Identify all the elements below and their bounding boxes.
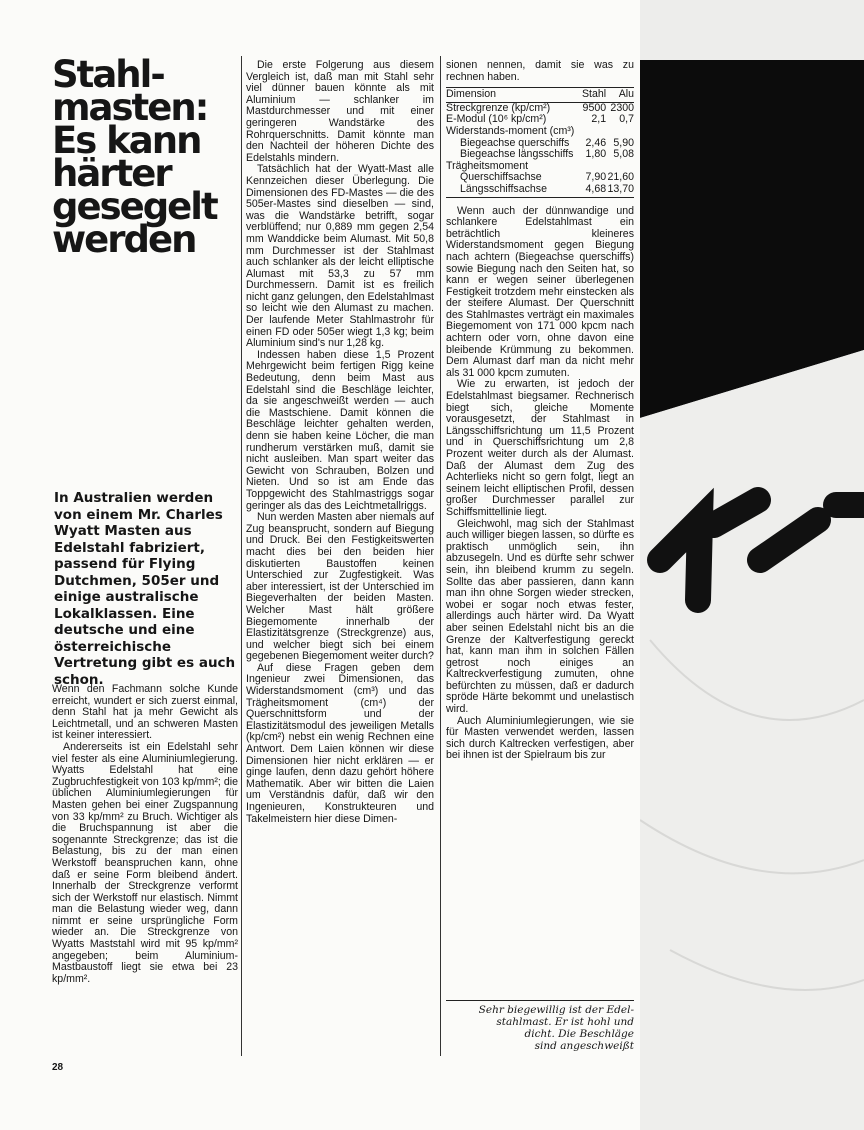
table-cell-stahl: [581, 126, 606, 138]
body-paragraph: Nun werden Masten aber niemals auf Zug beansprucht, sondern auf Biegung und Druck. Bei den Festigkeitswerten macht dies bei den beiden hier diskutierten Baustoffen keinen Unterschied zur Zugfestigkeit. Was aber interessiert, ist der Unterschied im Biegeverhalten der beiden Masten. Welcher Mast hält größere Biegemomente innerhalb der Elastizitätsgrenze (Streckgrenze) aus, und welcher biegt sich bei einem gegebenen Biegemoment weiter durch?: [246, 511, 434, 663]
table-cell-dimension: Längsschiffsachse: [446, 184, 581, 197]
photo-caption: [446, 1000, 634, 1052]
page-number: 28: [52, 1062, 64, 1073]
body-paragraph: Wie zu erwarten, ist jedoch der Edelstahlmast biegsamer. Rechnerisch biegt sich, gleiche Momente vorausgesetzt, der Stahlmast in Längsschiffsrichtung um 11,5 Prozent und in Querschiffsrichtung um 2,8 Prozent weiter durch als der Alumast. Daß der Alumast dem Zug des Achterlieks nicht so gern folgt, liegt an seinem leicht elliptischen Profil, dessen großer Durchmesser parallel zur Schiffsmittellinie liegt.: [446, 378, 634, 518]
body-paragraph: Die erste Folgerung aus diesem Vergleich ist, daß man mit Stahl sehr viel dünner bauen könnte als mit Aluminium — schlanker im Mastdurchmesser und mit einer geringeren Wandstärke des Rohrquerschnitts. Damit könnte man den Nachteil der höheren Dichte des Edelstahls mindern.: [246, 59, 434, 164]
table-cell-stahl: 7,90: [585, 171, 607, 184]
article-column-3: [446, 60, 634, 762]
body-paragraph: Wenn den Fachmann solche Kunde erreicht, wundert er sich zuerst einmal, denn Stahl hat ja mehr Gewicht als Leichtmetall, und an schweren Masten ist keiner interessiert.: [52, 683, 238, 742]
caption-line: sind angeschweißt: [534, 1040, 634, 1052]
table-cell-dimension: E-Modul (10⁶ kp/cm²): [446, 113, 547, 126]
body-paragraph: Indessen haben diese 1,5 Prozent Mehrgewicht beim fertigen Rigg keine Bedeutung, denn beim Mast aus Edelstahl sind die Beschläge leichter, da sie angeschweißt werden — auch die Mastschiene. Damit können die Beschläge leichter gehalten werden, denn sie haben keine Löcher, die man rundherum verstärken muß, damit sie nicht ausleiben. Man spart weiter das Gewicht von Schrauben, Bolzen und Nieten. Und so ist am Ende das Toppgewicht des Stahlmastriggs sogar geringer als das des Leichtmetallriggs.: [246, 348, 434, 512]
table-cell-alu: 13,70: [606, 184, 634, 197]
table-body: [446, 102, 634, 197]
caption-line: Sehr biegewillig ist der Edel-: [478, 1004, 634, 1016]
table-cell-dimension: Trägheitsmoment: [446, 159, 529, 172]
table-cell-alu: 5,08: [613, 148, 634, 161]
table-cell-stahl: 2,1: [591, 113, 607, 126]
table-cell-dimension: Biegeachse querschiffs: [460, 136, 570, 149]
sail-photo: [640, 0, 864, 1130]
table-cell-alu: 0,7: [619, 113, 634, 126]
table-header-alu: Alu: [606, 88, 634, 103]
table-cell-stahl: 9500: [582, 101, 607, 114]
column-rule: [440, 56, 441, 1056]
table-cell-stahl: 1,80: [585, 148, 607, 161]
table-cell-dimension: Widerstands-moment (cm³): [446, 124, 575, 137]
table-cell-stahl: 4,68: [581, 184, 606, 197]
lead-paragraph: In Australien werden von einem Mr. Charles Wyatt Masten aus Edelstahl fabriziert, passend für Flying Dutchmen, 505er und einige australische Lokalklassen. Eine deutsche und eine österreichische Vertretung gibt es auch schon.: [54, 490, 236, 688]
article-column-2: [246, 60, 434, 825]
headline-line: werden: [52, 218, 196, 261]
article-column-1: [52, 684, 238, 985]
table-cell-alu: 5,90: [613, 136, 634, 149]
body-paragraph: Auf diese Fragen geben dem Ingenieur zwei Dimensionen, das Widerstandsmoment (cm³) und das Trägheitsmoment (cm⁴) der Querschnittsform und der Elastizitätsmodul des jeweiligen Metalls (kp/cm²) nebst ein wenig Rechnen eine Antwort. Dem Laien können wir diese Dimensionen hier nicht erklären — er ginge laufen, denn dazu gehört höhere Mathematik. Aber wir bitten die Laien um Verständnis dafür, daß wir den Ingenieuren, Konstrukteuren und Takelmeistern hier diese Dimen-: [246, 661, 434, 825]
body-paragraph: Auch Aluminiumlegierungen, wie sie für Masten verwendet werden, lassen sich durch Kaltrecken verfestigen, aber bei ihnen ist der Spielraum bis zur: [446, 714, 634, 762]
headline-line: Es kann: [52, 119, 201, 162]
headline-line: härter: [52, 152, 171, 195]
headline-line: Stahl-: [52, 53, 164, 96]
table-header-dimension: Dimension: [446, 88, 581, 103]
headline-line: masten:: [52, 86, 208, 129]
table-row: [446, 184, 634, 197]
table-header-stahl: Stahl: [581, 88, 606, 103]
caption-line: dicht. Die Beschläge: [524, 1028, 634, 1040]
body-paragraph: sionen nennen, damit sie was zu rechnen haben.: [446, 59, 634, 83]
body-paragraph: Wenn auch der dünnwandige und schlankere Edelstahlmast ein beträchtlich kleineres Widerstandsmoment gegen Biegung nach achtern (Biegeachse querschiffs) sowie Biegung nach den Seiten hat, so kann er wegen seiner überlegenen Festigkeit trotzdem mehr einstecken als der steifere Alumast. Der Querschnitt des Stahlmastes verträgt ein maximales Biegemoment von 171 000 kpcm nach achtern oder vorn, ohne davon eine bleibende Krümmung zu bekommen. Dem Alumast darf man da nicht mehr als 31 000 kpcm zumuten.: [446, 204, 634, 379]
headline-line: gesegelt: [52, 185, 217, 228]
body-paragraph: Andererseits ist ein Edelstahl sehr viel fester als eine Aluminiumlegierung. Wyatts Edelstahl hat eine Zugbruchfestigkeit von 103 kp/mm²; die üblichen Aluminiumlegierungen für Masten gehen bei einer Zugspannung von 33 kp/mm² zu Bruch. Wichtiger als die Bruchspannung ist aber die sogenannte Streckgrenze; das ist die Belastung, bis zu der man einen Werkstoff beanspruchen kann, ohne daß er seine Form bleibend ändert. Innerhalb der Streckgrenze verformt sich der Werkstoff nur elastisch. Nimmt man die Belastung wieder weg, dann nimmt er seine ursprüngliche Form wieder an. Die Streckgrenze von Wyatts Maststahl wird mit 95 kp/mm² angegeben; beim Aluminium-Mastbaustoff liegt sie etwa bei 23 kp/mm².: [52, 740, 238, 985]
table-cell-dimension: Querschiffsachse: [460, 171, 542, 184]
table-row: [446, 149, 634, 161]
caption-line: stahlmast. Er ist hohl und: [496, 1016, 634, 1028]
table-cell-dimension: Biegeachse längsschiffs: [460, 148, 574, 161]
table-cell-alu: 21,60: [607, 171, 634, 184]
headline: [52, 53, 237, 261]
table-cell-stahl: 2,46: [585, 136, 607, 149]
table-cell-alu: 2300: [610, 101, 634, 114]
column-rule: [241, 56, 242, 1056]
table-header-row: [446, 88, 634, 103]
table-cell-alu: [606, 126, 634, 138]
sail-surface: [640, 350, 864, 1130]
table-cell-dimension: Streckgrenze (kp/cm²): [446, 101, 551, 114]
body-paragraph: Gleichwohl, mag sich der Stahlmast auch williger biegen lassen, so dürfte es praktisch unmöglich sein, ihn abzusegeln. Und es dürfte sehr schwer sein, ihn bleibend krumm zu segeln. Sollte das aber passieren, dann kann man ihn ohne Sorgen wieder strecken, wobei er sogar noch etwas fester, allerdings auch härter wird. Da Wyatt aber seinen Edelstahl nicht bis an die Grenze der Kaltverfestigung gereckt hat, kann man ihm in solchen Fällen getrost noch einiges an Kaltreckverfestigung zumuten, ohne befürchten zu müssen, daß er dadurch spröde Härte bekommt und unelastisch wird.: [446, 517, 634, 716]
body-paragraph: Tatsächlich hat der Wyatt-Mast alle Kennzeichen dieser Überlegung. Die Dimensionen des FD-Mastes — die des 505er-Mastes sind dieselben — sind, was die Wandstärke betrifft, sogar verblüffend; nur 0,889 mm gegen 2,54 mm Wanddicke beim Alumast. Mit 50,8 mm Durchmesser ist der Stahlmast auch schlanker als der leicht elliptische Alumast mit 53,3 zu 57 mm Durchmessern. Damit ist es freilich nicht ganz gelungen, den Edelstahlmast so leicht wie den Alumast zu machen. Der laufende Meter Stahlmastrohr für einen FD oder 505er wiegt 1,3 kg; beim Aluminium sind's nur 1,28 kg.: [246, 163, 434, 350]
table-row: [446, 126, 634, 138]
dimension-table: [446, 87, 634, 197]
